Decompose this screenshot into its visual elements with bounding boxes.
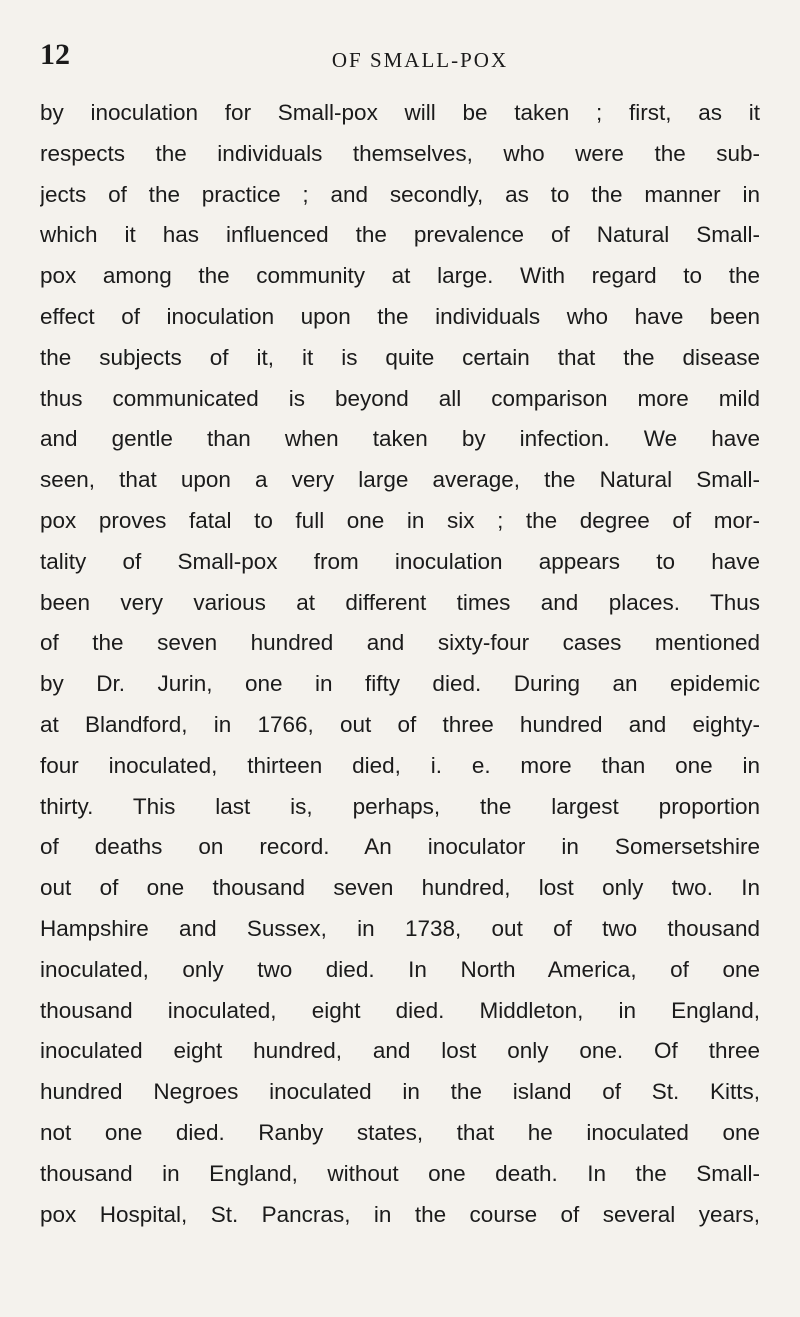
- text-line: of the seven hundred and sixty-four cases mentioned: [40, 630, 760, 656]
- text-line: been very various at different times and places. Thus: [40, 589, 760, 615]
- text-line: and gentle than when taken by infection. We have: [40, 426, 760, 452]
- text-line: inoculated, only two died. In North America, of one: [40, 956, 760, 982]
- text-line: tality of Small-pox from inoculation appears to have: [40, 548, 760, 574]
- text-line: by Dr. Jurin, one in fifty died. During an epidemic: [40, 671, 760, 697]
- text-line: pox among the community at large. With regard to the: [40, 263, 760, 289]
- text-line: thirty. This last is, perhaps, the largest proportion: [40, 793, 760, 819]
- text-line: out of one thousand seven hundred, lost only two. In: [40, 875, 760, 901]
- text-line: thousand in England, without one death. In the Small-: [40, 1160, 760, 1186]
- text-line: of deaths on record. An inoculator in Somersetshire: [40, 834, 760, 860]
- text-line: inoculated eight hundred, and lost only one. Of three: [40, 1038, 760, 1064]
- text-line: seen, that upon a very large average, the Natural Small-: [40, 467, 760, 493]
- text-line: hundred Negroes inoculated in the island of St. Kitts,: [40, 1079, 760, 1105]
- text-line: at Blandford, in 1766, out of three hundred and eighty-: [40, 711, 760, 737]
- running-title: OF SMALL-POX: [331, 48, 509, 72]
- text-line: Hampshire and Sussex, in 1738, out of two thousand: [40, 915, 760, 941]
- text-line: by inoculation for Small-pox will be taken ; first, as it: [40, 100, 760, 125]
- text-line: pox Hospital, St. Pancras, in the course of several years,: [40, 1201, 760, 1227]
- text-line: which it has influenced the prevalence of Natural Small-: [40, 222, 760, 248]
- page-number: 12: [40, 38, 70, 71]
- text-line: four inoculated, thirteen died, i. e. more than one in: [40, 752, 760, 778]
- text-line: not one died. Ranby states, that he inoculated one: [40, 1119, 760, 1145]
- text-line: respects the individuals themselves, who were the sub-: [40, 140, 760, 166]
- text-line: the subjects of it, it is quite certain that the disease: [40, 344, 760, 370]
- text-line: thousand inoculated, eight died. Middleton, in England,: [40, 997, 760, 1023]
- body-text: [40, 93, 760, 1235]
- text-line: pox proves fatal to full one in six ; the degree of mor-: [40, 507, 760, 533]
- text-line: thus communicated is beyond all comparison more mild: [40, 385, 760, 411]
- text-line: effect of inoculation upon the individuals who have been: [40, 303, 760, 329]
- text-line: jects of the practice ; and secondly, as to the manner in: [40, 181, 760, 207]
